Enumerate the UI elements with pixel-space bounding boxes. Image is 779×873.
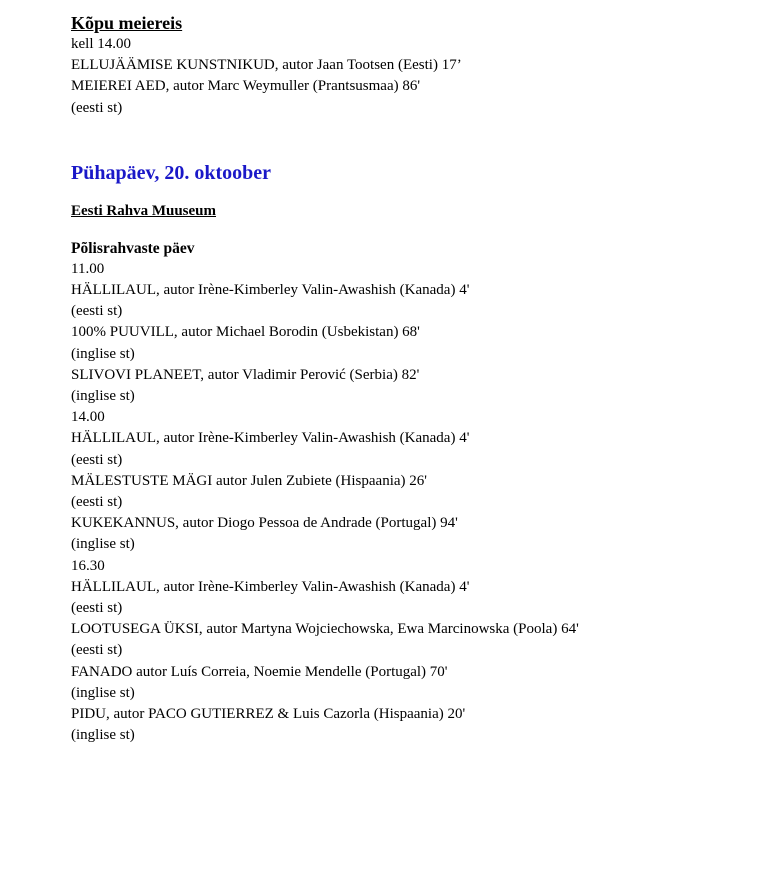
schedule-line: 14.00: [71, 409, 105, 426]
schedule-block-kopu: [71, 34, 759, 119]
day-heading: Pühapäev, 20. oktoober: [71, 161, 272, 184]
schedule-line: 11.00: [71, 260, 105, 277]
venue-heading-erm: Eesti Rahva Muuseum: [71, 202, 217, 219]
schedule-line: (inglise st): [71, 684, 135, 701]
schedule-line: (eesti st): [71, 99, 123, 116]
schedule-line: (eesti st): [71, 494, 123, 511]
venue-heading-kopu: Kõpu meiereis: [71, 13, 183, 33]
schedule-line: HÄLLILAUL, autor Irène-Kimberley Valin-Awashish (Kanada) 4': [71, 282, 470, 299]
schedule-line: (inglise st): [71, 388, 135, 405]
schedule-line: MÄLESTUSTE MÄGI autor Julen Zubiete (Hispaania) 26': [71, 472, 427, 489]
schedule-line: (eesti st): [71, 451, 123, 468]
schedule-line: kell 14.00: [71, 36, 131, 52]
schedule-line: 16.30: [71, 557, 105, 574]
schedule-line: (inglise st): [71, 536, 135, 553]
schedule-line: (eesti st): [71, 600, 123, 617]
document-page: [71, 13, 759, 746]
event-title: Põlisrahvaste päev: [71, 239, 195, 257]
schedule-line: SLIVOVI PLANEET, autor Vladimir Perović (Serbia) 82': [71, 366, 420, 383]
schedule-line: (inglise st): [71, 345, 135, 362]
schedule-line: ELLUJÄÄMISE KUNSTNIKUD, autor Jaan Tootsen (Eesti) 17’: [71, 57, 462, 74]
schedule-line: HÄLLILAUL, autor Irène-Kimberley Valin-Awashish (Kanada) 4': [71, 430, 470, 447]
schedule-line: KUKEKANNUS, autor Diogo Pessoa de Andrade (Portugal) 94': [71, 515, 458, 532]
schedule-line: LOOTUSEGA ÜKSI, autor Martyna Wojciechowska, Ewa Marcinowska (Poola) 64': [71, 621, 579, 638]
schedule-line: (eesti st): [71, 642, 123, 659]
schedule-line: FANADO autor Luís Correia, Noemie Mendelle (Portugal) 70': [71, 663, 448, 680]
schedule-line: MEIEREI AED, autor Marc Weymuller (Prantsusmaa) 86': [71, 78, 421, 95]
schedule-line: 100% PUUVILL, autor Michael Borodin (Usbekistan) 68': [71, 324, 420, 341]
schedule-line: (eesti st): [71, 303, 123, 320]
schedule-line: (inglise st): [71, 727, 135, 744]
schedule-line: PIDU, autor PACO GUTIERREZ & Luis Cazorla (Hispaania) 20': [71, 706, 466, 723]
schedule-block-erm: [71, 259, 759, 747]
schedule-line: HÄLLILAUL, autor Irène-Kimberley Valin-Awashish (Kanada) 4': [71, 578, 470, 595]
